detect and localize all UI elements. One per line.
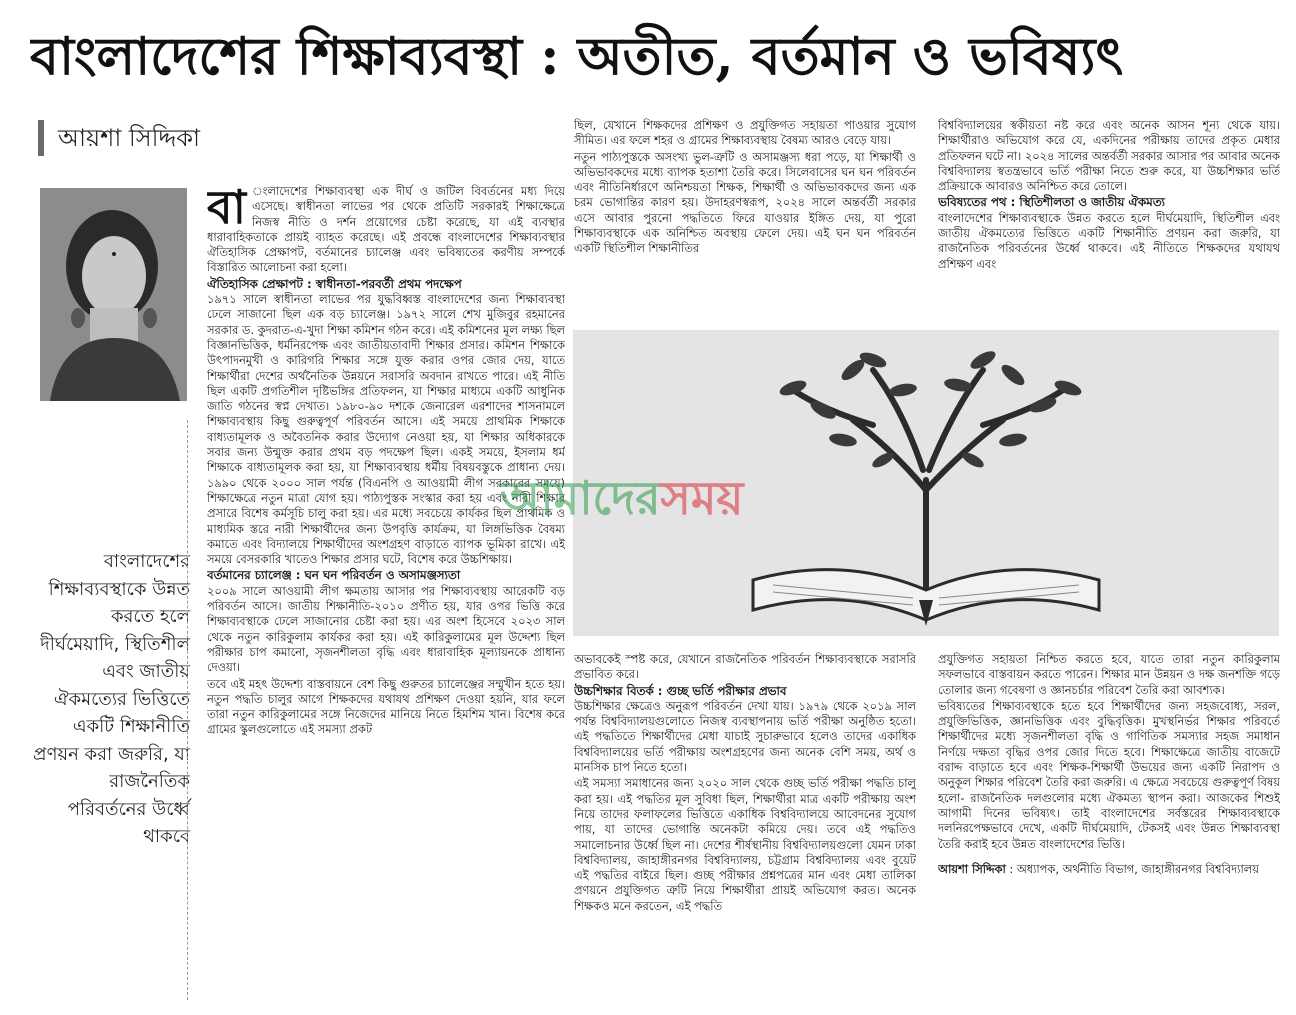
paragraph: তবে এই মহৎ উদ্দেশ্য বাস্তবায়নে বেশ কিছু গুরুতর চ্যালেঞ্জের সম্মুখীন হতে হয়। নতুন পদ্ধতি চালুর আগে শিক্ষকদের যথাযথ প্রশিক্ষণ দেওয়া হয়নি, যার ফলে তারা নতুন কারিকুলামের সঙ্গে নিজেদের মানিয়ে নিতে হিমশিম খান। বিশেষ করে গ্রামের স্কুলগুলোতে এই সমস্যা প্রকট [207, 676, 565, 737]
author-note-desc: : অধ্যাপক, অর্থনীতি বিভাগ, জাহাঙ্গীরনগর বিশ্ববিদ্যালয় [1005, 861, 1259, 876]
author-note-name: আয়শা সিদ্দিকা [938, 861, 1006, 876]
publication-watermark: আমাদেরসময় [500, 471, 744, 525]
tree-book-illustration [573, 330, 1279, 636]
section-heading-future: ভবিষ্যতের পথ : স্থিতিশীলতা ও জাতীয় ঐকমত্য [938, 195, 1165, 210]
article-column-3-top [938, 118, 1280, 318]
paragraph: প্রযুক্তিগত সহায়তা নিশ্চিত করতে হবে, যাতে তারা নতুন কারিকুলাম সফলভাবে বাস্তবায়ন করতে পারেন। শিক্ষার মান উন্নয়ন ও দক্ষ জনশক্তি গড়ে তোলার জন্য গবেষণা ও জ্ঞানচর্চার পরিবেশ তৈরি করা আবশ্যক। [938, 652, 1280, 697]
paragraph: ২০০৯ সালে আওয়ামী লীগ ক্ষমতায় আসার পর শিক্ষাব্যবস্থায় আরেকটি বড় পরিবর্তন আসে। জাতীয় শিক্ষানীতি-২০১০ প্রণীত হয়, যার ওপর ভিত্তি করে শিক্ষাব্যবস্থাকে ঢেলে সাজানোর চেষ্টা করা হয়। এর অংশ হিসেবে ২০২৩ সাল থেকে নতুন কারিকুলাম কার্যকর করা হয়। এই কারিকুলামের মূল উদ্দেশ্য ছিল পরীক্ষার চাপ কমানো, সৃজনশীলতা বৃদ্ধি এবং ধারাবাহিক মূল্যায়নকে প্রাধান্য দেওয়া। [207, 583, 565, 675]
article-column-2-bottom [574, 652, 916, 1006]
pull-quote: বাংলাদেশের শিক্ষাব্যবস্থাকে উন্নত করতে হলে দীর্ঘমেয়াদি, স্থিতিশীল এবং জাতীয় ঐকমত্যের ভিত্তিতে একটি শিক্ষানীতি প্রণয়ন করা জরুরি, যা রাজনৈতিক পরিবর্তনের উর্ধ্বে থাকবে [33, 551, 190, 847]
section-heading-higher-education: উচ্চশিক্ষার বিতর্ক : গুচ্ছ ভর্তি পরীক্ষার প্রভাব [574, 683, 787, 698]
paragraph: অভাবকেই স্পষ্ট করে, যেখানে রাজনৈতিক পরিবর্তন শিক্ষাব্যবস্থাকে সরাসরি প্রভাবিত করে। [574, 652, 916, 682]
intro-paragraph: ংলাদেশের শিক্ষাব্যবস্থা এক দীর্ঘ ও জটিল বিবর্তনের মধ্য দিয়ে এসেছে। স্বাধীনতা লাভের পর থেকে প্রতিটি সরকারই শিক্ষাক্ষেত্রে নিজস্ব নীতি ও দর্শন প্রয়োগের চেষ্টা করেছে, যা এই ব্যবস্থার ধারাবাহিকতাকে প্রায়ই ব্যাহত করেছে। এই প্রবন্ধে বাংলাদেশের শিক্ষাব্যবস্থার ঐতিহাসিক প্রেক্ষাপট, বর্তমানের চ্যালেঞ্জ এবং ভবিষ্যতের করণীয় সম্পর্কে বিস্তারিত আলোচনা করা হলো। [207, 184, 565, 275]
paragraph: বিশ্ববিদ্যালয়ের স্বকীয়তা নষ্ট করে এবং অনেক আসন শূন্য থেকে যায়। শিক্ষার্থীরাও অভিযোগ করে যে, একদিনের পরীক্ষায় তাদের প্রকৃত মেধার প্রতিফলন ঘটে না। ২০২৪ সালের অন্তর্বর্তী সরকার আসার পর আবার অনেক বিশ্ববিদ্যালয় স্বতন্ত্রভাবে ভর্তি পরীক্ষা নিতে শুরু করে, যা উচ্চশিক্ষার ভর্তি প্রক্রিয়াকে আবারও অনিশ্চিত করে তোলে। [938, 118, 1280, 194]
paragraph: ছিল, যেখানে শিক্ষকদের প্রশিক্ষণ ও প্রযুক্তিগত সহায়তা পাওয়ার সুযোগ সীমিত। এর ফলে শহর ও গ্রামের শিক্ষাব্যবস্থায় বৈষম্য আরও বেড়ে যায়। [574, 118, 916, 148]
author-note [938, 862, 1280, 877]
paragraph: ১৯৭১ সালে স্বাধীনতা লাভের পর যুদ্ধবিধ্বস্ত বাংলাদেশের জন্য শিক্ষাব্যবস্থা ঢেলে সাজানো ছিল এক বড় চ্যালেঞ্জ। ১৯৭২ সালে শেখ মুজিবুর রহমানের সরকার ড. কুদরাত-এ-খুদা শিক্ষা কমিশন গঠন করে। এই কমিশনের মূল লক্ষ্য ছিল বিজ্ঞানভিত্তিক, ধর্মনিরপেক্ষ এবং জাতীয়তাবাদী শিক্ষার প্রসার। কমিশন শিক্ষাকে উৎপাদনমুখী ও কারিগরি শিক্ষার সঙ্গে যুক্ত করার ওপর জোর দেয়, যাতে শিক্ষার্থীরা দেশের অর্থনৈতিক উন্নয়নে সরাসরি অবদান রাখতে পারে। এই নীতি ছিল একটি প্রগতিশীল দৃষ্টিভঙ্গির প্রতিফলন, যা শিক্ষার মাধ্যমে একটি আধুনিক জাতি গঠনের স্বপ্ন দেখাত। ১৯৮০-৯০ দশকে জেনারেল এরশাদের শাসনামলে শিক্ষাব্যবস্থায় কিছু গুরুত্বপূর্ণ পরিবর্তন আসে। এই সময়ে প্রাথমিক শিক্ষাকে বাধ্যতামূলক ও অবৈতনিক করার উদ্যোগ নেওয়া হয়, যা শিক্ষার অধিকারকে সবার জন্য উন্মুক্ত করার প্রথম বড় পদক্ষেপ ছিল। একই সময়ে, ইসলাম ধর্ম শিক্ষাকে বাধ্যতামূলক করা হয়, যা শিক্ষাব্যবস্থায় ধর্মীয় বিষয়বস্তুকে প্রাধান্য দেয়। ১৯৯০ থেকে ২০০০ সাল পর্যন্ত (বিএনপি ও আওয়ামী লীগ সরকারের সময়ে) শিক্ষাক্ষেত্রে নতুন মাত্রা যোগ হয়। পাঠ্যপুস্তক সংস্কার করা হয় এবং নারী শিক্ষার প্রসারে বিশেষ কর্মসূচি চালু করা হয়। এর মধ্যে সবচেয়ে কার্যকর ছিল প্রাথমিক ও মাধ্যমিক স্তরে নারী শিক্ষার্থীদের জন্য উপবৃত্তি কার্যক্রম, যা লিঙ্গভিত্তিক বৈষম্য কমাতে এবং বিদ্যালয়ে শিক্ষার্থীদের অংশগ্রহণ বাড়াতে ব্যাপক ভূমিকা রাখে। এই সময়ে বেসরকারি খাতেও শিক্ষার প্রসার ঘটে, বিশেষ করে উচ্চশিক্ষায়। [207, 292, 565, 567]
paragraph: বাংলাদেশের শিক্ষাব্যবস্থাকে উন্নত করতে হলে দীর্ঘমেয়াদি, স্থিতিশীল এবং জাতীয় ঐকমত্যের ভিত্তিতে একটি শিক্ষানীতি প্রণয়ন করা জরুরি, যা রাজনৈতিক পরিবর্তনের উর্ধ্বে থাকবে। এই নীতিতে শিক্ষকদের যথাযথ প্রশিক্ষণ এবং [938, 210, 1280, 271]
article-column-1 [207, 184, 565, 1006]
article-column-3-bottom [938, 652, 1280, 1006]
paragraph: নতুন পাঠ্যপুস্তকে অসংখ্য ভুল-ত্রুটি ও অসামঞ্জস্য ধরা পড়ে, যা শিক্ষার্থী ও অভিভাবকদের মধ্যে ব্যাপক হতাশা তৈরি করে। সিলেবাসের ঘন ঘন পরিবর্তন এবং নীতিনির্ধারণে অনিশ্চয়তা শিক্ষক, শিক্ষার্থী ও অভিভাবকদের জন্য এক চরম ভোগান্তির কারণ হয়। উদাহরণস্বরূপ, ২০২৪ সালে অন্তর্বর্তী সরকার এসে আবার পুরনো পদ্ধতিতে ফিরে যাওয়ার ইঙ্গিত দেয়, যা পুরো শিক্ষাব্যবস্থাকে এক অনিশ্চিত অবস্থায় ফেলে দেয়। এই ঘন ঘন পরিবর্তন একটি স্থিতিশীল শিক্ষানীতির [574, 149, 916, 256]
paragraph: উচ্চশিক্ষার ক্ষেত্রেও অনুরূপ পরিবর্তন দেখা যায়। ১৯৭৯ থেকে ২০১৯ সাল পর্যন্ত বিশ্ববিদ্যালয়গুলোতে নিজস্ব ব্যবস্থাপনায় ভর্তি পরীক্ষা অনুষ্ঠিত হতো। এই পদ্ধতিতে শিক্ষার্থীদের মেধা যাচাই সুচারুভাবে হলেও তাদের একাধিক বিশ্ববিদ্যালয়ের ভর্তি পরীক্ষায় অংশগ্রহণের জন্য অনেক বেশি সময়, অর্থ ও মানসিক চাপ নিতে হতো। [574, 698, 916, 775]
byline: আয়শা সিদ্দিকা [38, 120, 200, 156]
paragraph: এই সমস্যা সমাধানের জন্য ২০২০ সাল থেকে গুচ্ছ ভর্তি পরীক্ষা পদ্ধতি চালু করা হয়। এই পদ্ধতির মূল সুবিধা ছিল, শিক্ষার্থীরা মাত্র একটি পরীক্ষায় অংশ নিয়ে তাদের ফলাফলের ভিত্তিতে একাধিক বিশ্ববিদ্যালয়ে আবেদনের সুযোগ পায়, যা তাদের ভোগান্তি অনেকটা কমিয়ে দেয়। তবে এই পদ্ধতিও সমালোচনার উর্ধ্বে ছিল না। দেশের শীর্ষস্থানীয় বিশ্ববিদ্যালয়গুলো যেমন ঢাকা বিশ্ববিদ্যালয়, জাহাঙ্গীরনগর বিশ্ববিদ্যালয়, চট্টগ্রাম বিশ্ববিদ্যালয় এবং বুয়েট এই পদ্ধতির বাইরে ছিল। গুচ্ছ পরীক্ষার প্রশ্নপত্রের মান এবং মেধা তালিকা প্রণয়নে প্রযুক্তিগত ত্রুটি নিয়ে শিক্ষার্থীরা প্রায়ই অভিযোগ করত। অনেক শিক্ষকও মনে করতেন, এই পদ্ধতি [574, 776, 916, 913]
article-column-2-top [574, 118, 916, 318]
column-divider [187, 420, 188, 1000]
author-photo [40, 188, 187, 401]
paragraph: ভবিষ্যতের শিক্ষাব্যবস্থাকে হতে হবে শিক্ষার্থীদের জন্য সহজবোধ্য, সরল, প্রযুক্তিভিত্তিক, জ্ঞানভিত্তিক এবং বুদ্ধিবৃত্তিক। মুখস্থনির্ভর শিক্ষার পরিবর্তে শিক্ষার্থীদের মধ্যে সৃজনশীলতা বৃদ্ধি ও গাণিতিক সমস্যার সহজ সমাধান নির্ণয়ে দক্ষতা বৃদ্ধির ওপর জোর দিতে হবে। শিক্ষাক্ষেত্রে জাতীয় বাজেটে বরাদ্দ বাড়াতে হবে এবং শিক্ষক-শিক্ষার্থী উভয়ের জন্য একটি নিরাপদ ও অনুকূল শিক্ষার পরিবেশ তৈরি করা জরুরি। এ ক্ষেত্রে সবচেয়ে গুরুত্বপূর্ণ বিষয় হলো- রাজনৈতিক দলগুলোর মধ্যে ঐকমত্য স্থাপন করা। আজকের শিশুই আগামী দিনের ভবিষ্যৎ। তাই বাংলাদেশের সর্বস্তরের শিক্ষাব্যবস্থাকে দলনিরপেক্ষভাবে দেখে, একটি দীর্ঘমেয়াদি, টেকসই এবং উন্নত শিক্ষাব্যবস্থা তৈরি করাই হবে উন্নত বাংলাদেশের ভিত্তি। [938, 698, 1280, 851]
portrait-image [40, 188, 187, 401]
section-heading-history: ঐতিহাসিক প্রেক্ষাপট : স্বাধীনতা-পরবর্তী প্রথম পদক্ষেপ [207, 276, 462, 291]
headline: বাংলাদেশের শিক্ষাব্যবস্থা : অতীত, বর্তমান ও ভবিষ্যৎ [30, 26, 1124, 87]
section-heading-challenges: বর্তমানের চ্যালেঞ্জ : ঘন ঘন পরিবর্তন ও অসামঞ্জস্যতা [207, 568, 461, 583]
drop-cap: বা [207, 184, 246, 234]
